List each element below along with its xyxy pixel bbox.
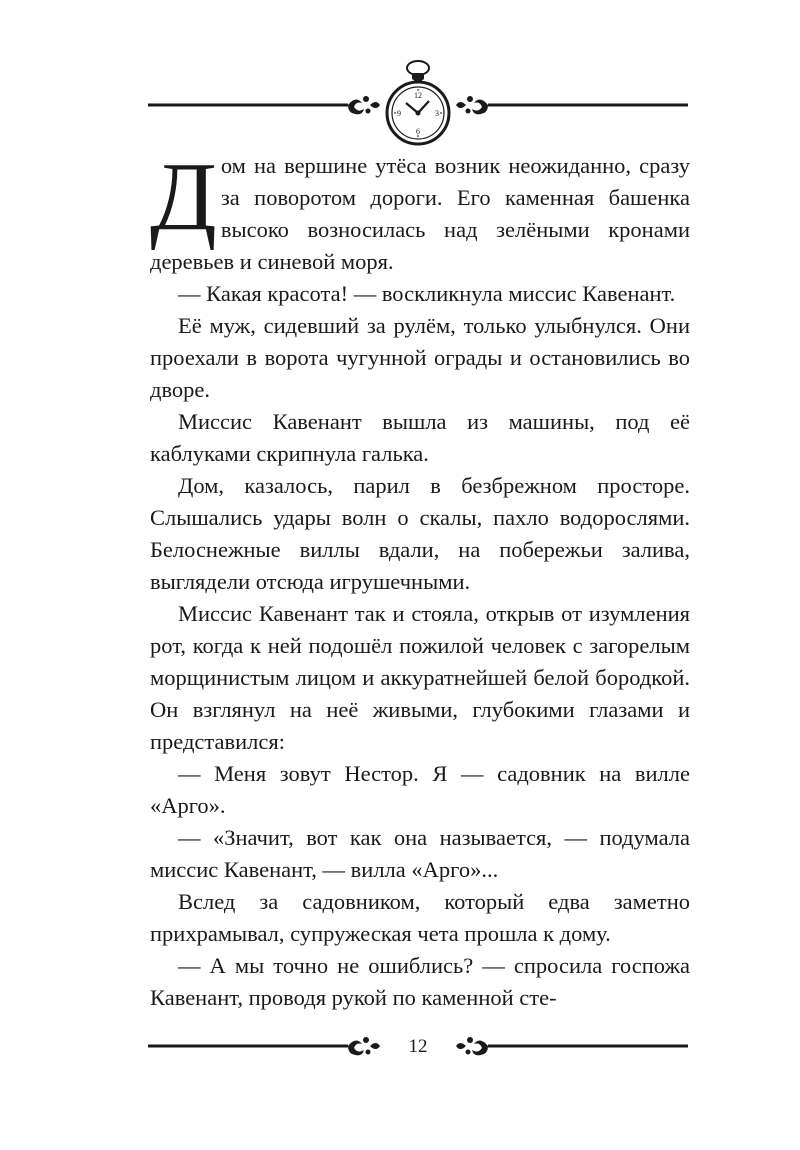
page-number: 12 (408, 1036, 428, 1057)
flourish-left-icon (348, 96, 380, 114)
paragraph-9: Вслед за садовником, который едва заметно прихрамывал, супружеская чета прошла к дому. (150, 889, 690, 946)
clock-numeral-9: 9 (397, 109, 401, 118)
flourish-right-icon (456, 96, 488, 114)
header-ornament (148, 58, 688, 148)
paragraph-8: — «Значит, вот как она называется, — подумала миссис Кавенант, — вилла «Арго»... (150, 825, 690, 882)
clock-numeral-6: 6 (416, 127, 420, 136)
clock-numeral-3: 3 (435, 109, 439, 118)
drop-cap: Д (150, 143, 217, 251)
paragraph-10: — А мы точно не ошиблись? — спросила госпожа Кавенант, проводя рукой по каменной сте- (150, 953, 690, 1010)
paragraph-6: Миссис Кавенант так и стояла, открыв от изумления рот, когда к ней подошёл пожилой человек с загорелым морщинистым лицом и аккуратнейшей белой бородкой. Он взглянул на неё живыми, глубокими глазами и представился: (150, 601, 690, 754)
paragraph-2: — Какая красота! — воскликнула миссис Кавенант. (178, 281, 676, 306)
pocket-watch-icon (387, 61, 449, 144)
paragraph-4: Миссис Кавенант вышла из машины, под её каблуками скрипнула галька. (150, 409, 690, 466)
paragraph-3: Её муж, сидевший за рулём, только улыбнулся. Они проехали в ворота чугунной ограды и остановились во дворе. (150, 313, 690, 402)
clock-numeral-12: 12 (414, 91, 422, 100)
paragraph-1-text: ом на вершине утёса возник неожиданно, сразу за поворотом дороги. Его каменная башенка высоко возносилась над зелёными кронами деревьев и синевой моря. (150, 153, 690, 274)
body-text (150, 143, 690, 1014)
paragraph-1 (150, 143, 690, 278)
paragraph-5: Дом, казалось, парил в безбрежном просторе. Слышались удары волн о скалы, пахло водорослями. Белоснежные виллы вдали, на побережьи залива, выглядели отсюда игрушечными. (150, 473, 690, 594)
paragraph-7: — Меня зовут Нестор. Я — садовник на вилле «Арго». (150, 761, 690, 818)
